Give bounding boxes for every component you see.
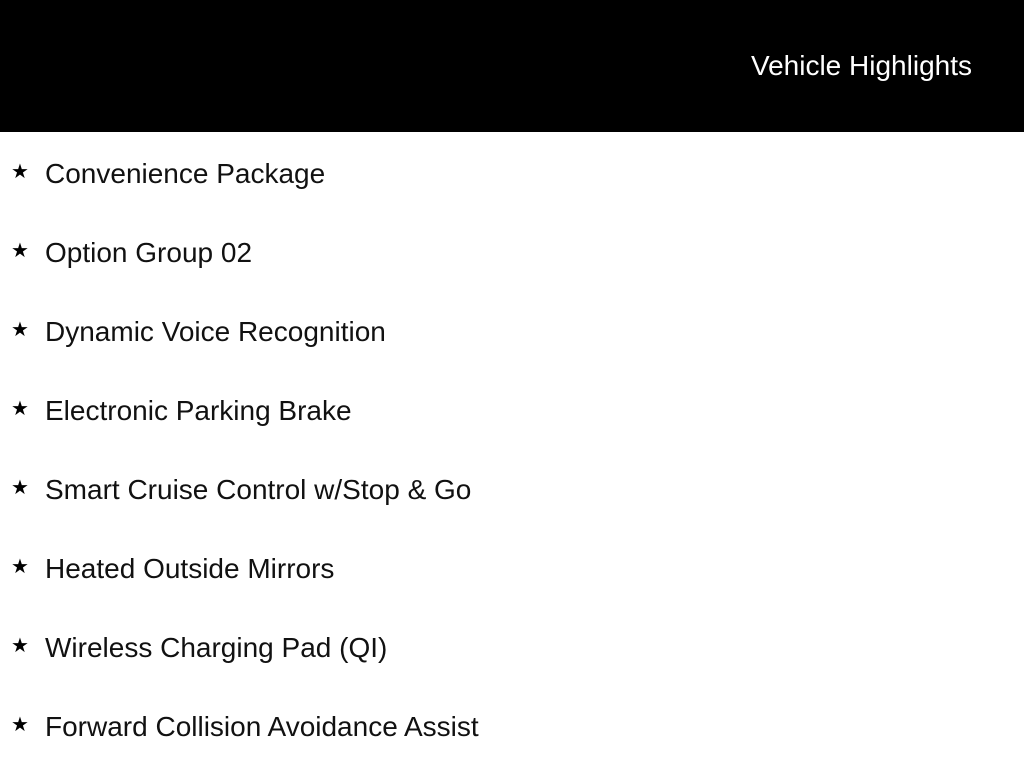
list-item-label: Option Group 02 [45,237,253,268]
list-item-label: Convenience Package [45,158,326,189]
list-item [0,628,1024,668]
star-icon: ★ [11,398,29,420]
list-item-label: Dynamic Voice Recognition [45,316,386,347]
star-icon: ★ [11,714,29,736]
star-icon: ★ [11,556,29,578]
star-icon: ★ [11,319,29,341]
list-item-label: Heated Outside Mirrors [45,553,335,584]
list-item-label: Forward Collision Avoidance Assist [45,711,479,742]
list-item-label: Wireless Charging Pad (QI) [45,632,388,663]
star-icon: ★ [11,477,29,499]
list-item-label: Electronic Parking Brake [45,395,352,426]
list-item [0,154,1024,194]
list-item-label: Smart Cruise Control w/Stop & Go [45,474,472,505]
list-item [0,470,1024,510]
list-item [0,391,1024,431]
star-icon: ★ [11,161,29,183]
star-icon: ★ [11,635,29,657]
star-icon: ★ [11,240,29,262]
list-item [0,312,1024,352]
header-bar [0,0,1024,132]
list-item [0,707,1024,747]
list-item [0,549,1024,589]
list-item [0,233,1024,273]
page-title: Vehicle Highlights [750,50,972,81]
